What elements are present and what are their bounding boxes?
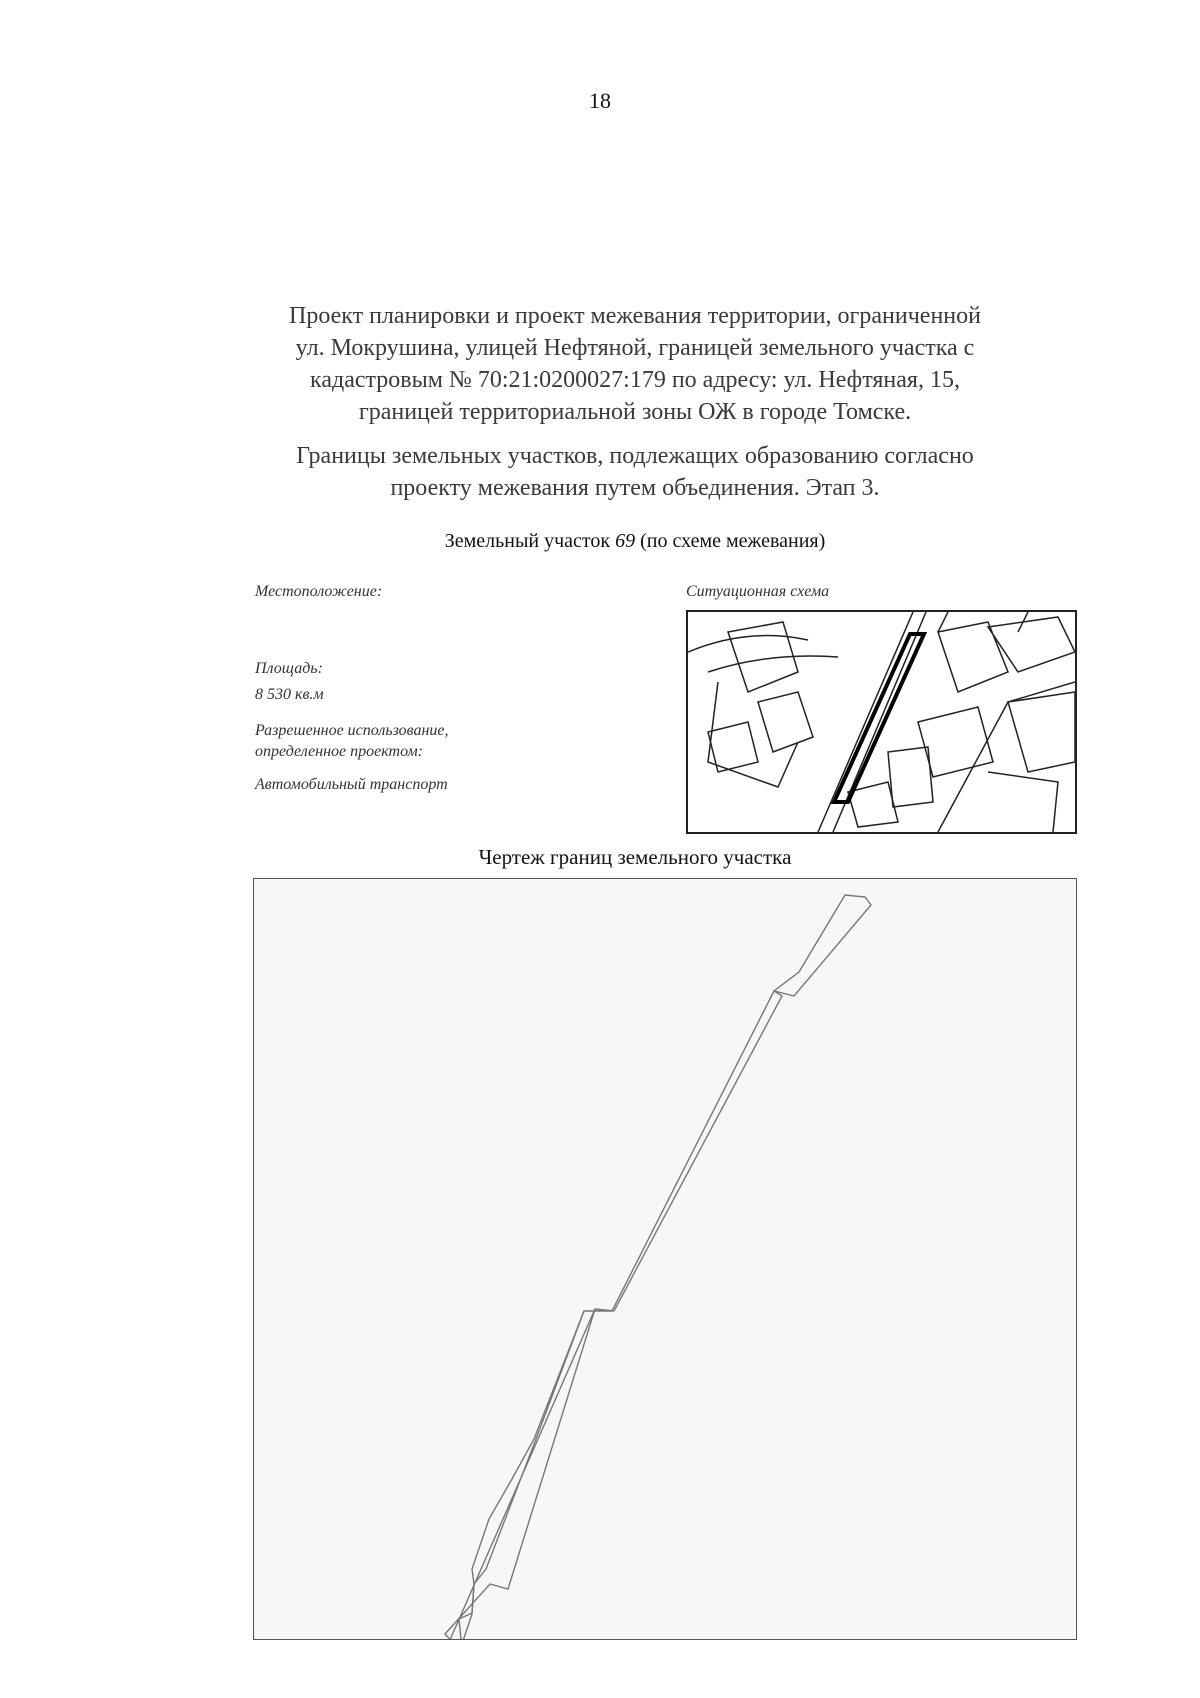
building-outline — [938, 622, 1008, 692]
area-label: Площадь: — [255, 660, 323, 677]
permitted-use-label — [255, 720, 449, 762]
permitted-use-label-line: Разрешенное использование, — [255, 722, 449, 739]
page-number: 18 — [589, 88, 611, 113]
parcel-boundary — [445, 895, 845, 1639]
location-label: Местоположение: — [255, 583, 383, 600]
road-line — [938, 682, 1075, 832]
road-line — [818, 612, 913, 832]
situation-scheme-map — [686, 610, 1077, 834]
permitted-use-label-line: определенное проектом: — [255, 743, 424, 760]
situation-scheme-label: Ситуационная схема — [686, 583, 830, 600]
title-line: границей территориальной зоны ОЖ в городе Томске. — [358, 399, 912, 425]
parcel-suffix: (по схеме межевания) — [635, 530, 826, 552]
permitted-use-value: Автомобильный транспорт — [255, 776, 448, 793]
parcel-highlight — [834, 634, 924, 802]
title-line: Проект планировки и проект межевания территории, ограниченной — [288, 303, 981, 329]
parcel-prefix: Земельный участок — [444, 530, 616, 552]
title-line: кадастровым № 70:21:0200027:179 по адресу: ул. Нефтяная, 15, — [310, 367, 960, 393]
parcel-drawing-frame — [253, 878, 1077, 1640]
parcel-boundary-drawing — [254, 879, 1076, 1639]
situation-scheme-drawing — [688, 612, 1075, 832]
building-outline — [988, 772, 1058, 832]
road-line — [708, 656, 838, 672]
building-outline — [888, 747, 933, 807]
parcel-number: 69 — [615, 530, 636, 552]
subtitle-line: проекту межевания путем объединения. Этап 3. — [390, 475, 880, 501]
title-line: ул. Мокрушина, улицей Нефтяной, границей земельного участка с — [295, 335, 975, 361]
parcel-boundary — [446, 895, 871, 1639]
road-line — [833, 612, 926, 832]
area-value: 8 530 кв.м — [255, 686, 324, 703]
drawing-title: Чертеж границ земельного участка — [478, 845, 792, 869]
building-outline — [988, 617, 1075, 672]
parcel-heading — [240, 530, 1030, 553]
building-outline — [708, 722, 758, 772]
building-outline — [758, 692, 813, 752]
document-subtitle — [240, 440, 1030, 504]
document-title — [240, 300, 1030, 428]
subtitle-line: Границы земельных участков, подлежащих образованию согласно — [296, 443, 974, 469]
building-outline — [1008, 692, 1075, 772]
road-line — [938, 612, 948, 632]
